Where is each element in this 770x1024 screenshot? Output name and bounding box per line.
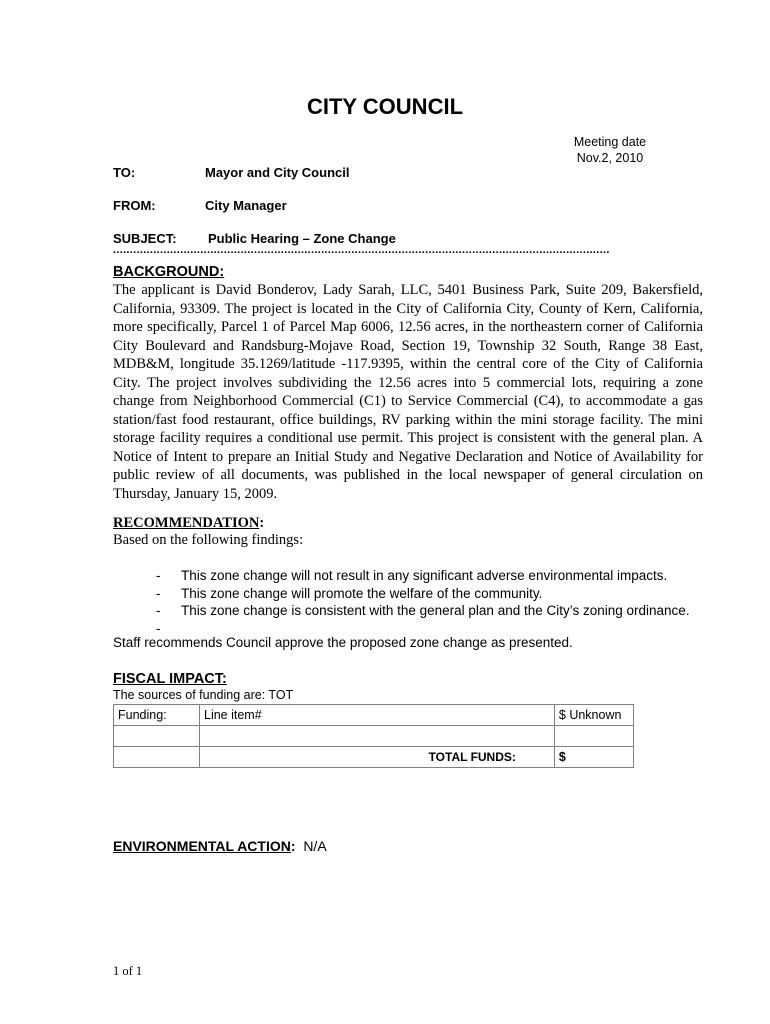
background-heading-colon: : (219, 264, 225, 280)
page-title: CITY COUNCIL (306, 94, 464, 119)
empty-cell (200, 726, 555, 747)
recommendation-heading-text: RECOMMENDATION (113, 515, 260, 531)
to-label: TO: (113, 165, 136, 180)
table-row (114, 705, 634, 726)
background-heading (113, 264, 224, 280)
fiscal-impact-heading-text: FISCAL IMPACT (113, 671, 223, 687)
fiscal-impact-heading (113, 671, 227, 687)
environmental-action-colon: : (290, 838, 296, 854)
bullet-dash: - (156, 603, 161, 618)
total-funds-label: TOTAL FUNDS: (200, 747, 555, 768)
from-value: City Manager (205, 198, 287, 213)
finding-text: This zone change is consistent with the general plan and the City’s zoning ordinance. (181, 603, 690, 618)
table-row (114, 726, 634, 747)
table-row (114, 747, 634, 768)
funding-table (113, 704, 634, 768)
amount-cell: $ Unknown (554, 705, 633, 726)
meeting-date (560, 134, 660, 166)
meeting-date-label: Meeting date (573, 135, 647, 149)
staff-recommendation: Staff recommends Council approve the proposed zone change as presented. (113, 635, 573, 650)
recommendation-heading (113, 515, 264, 532)
background-paragraph: The applicant is David Bonderov, Lady Sarah, LLC, 5401 Business Park, Suite 209, Bakersfield, California, 93309. The project is located in the City of California City, County of Kern, California, more specifically, Parcel 1 of Parcel Map 6006, 12.56 acres, in the northeastern corner of California City Boulevard and Randsburg-Mojave Road, Section 19, Township 32 South, Range 38 East, MDB&M, longitude 35.1269/latitude -117.9395, within the central core of the City of California City. The project involves subdividing the 12.56 acres into 5 commercial lots, requiring a zone change from Neighborhood Commercial (C1) to Service Commercial (C4), to accommodate a gas station/fast food restaurant, office buildings, RV parking within the mini storage facility. The mini storage facility requires a conditional use permit. This project is consistent with the general plan. A Notice of Intent to prepare an Initial Study and Negative Declaration and Notice of Availability for public review of all documents, was published in the local newspaper of general circulation on Thursday, January 15, 2009. (113, 282, 703, 502)
bullet-dash: - (156, 568, 161, 583)
funding-sources: The sources of funding are: TOT (113, 688, 294, 702)
list-item (156, 585, 716, 603)
subject-value: Public Hearing – Zone Change (208, 231, 396, 246)
empty-cell (114, 726, 200, 747)
to-value: Mayor and City Council (205, 165, 350, 180)
fiscal-impact-heading-colon: : (222, 671, 227, 687)
bullet-dash: - (156, 620, 161, 636)
recommendation-heading-colon: : (259, 515, 265, 531)
environmental-action-heading: ENVIRONMENTAL ACTION (113, 838, 291, 854)
findings-list (156, 567, 716, 637)
finding-text: This zone change will not result in any significant adverse environmental impacts. (181, 568, 668, 583)
list-item (156, 602, 716, 620)
finding-text: This zone change will promote the welfare of the community. (181, 585, 543, 601)
subject-label: SUBJECT: (113, 231, 177, 246)
from-label: FROM: (113, 198, 156, 213)
environmental-action (113, 838, 327, 854)
environmental-action-value: N/A (303, 838, 327, 854)
list-item (156, 567, 716, 585)
empty-cell (114, 747, 200, 768)
recommendation-intro: Based on the following findings: (113, 532, 304, 548)
total-funds-value: $ (554, 747, 633, 768)
meeting-date-value: Nov.2, 2010 (576, 151, 644, 165)
empty-cell (554, 726, 633, 747)
line-item-cell: Line item# (200, 705, 555, 726)
funding-label-cell: Funding: (114, 705, 200, 726)
bullet-dash: - (156, 585, 161, 601)
page-number: 1 of 1 (113, 964, 143, 978)
dotted-separator: .................................................................................................................................................... (113, 244, 610, 256)
background-heading-text: BACKGROUND (113, 264, 220, 280)
